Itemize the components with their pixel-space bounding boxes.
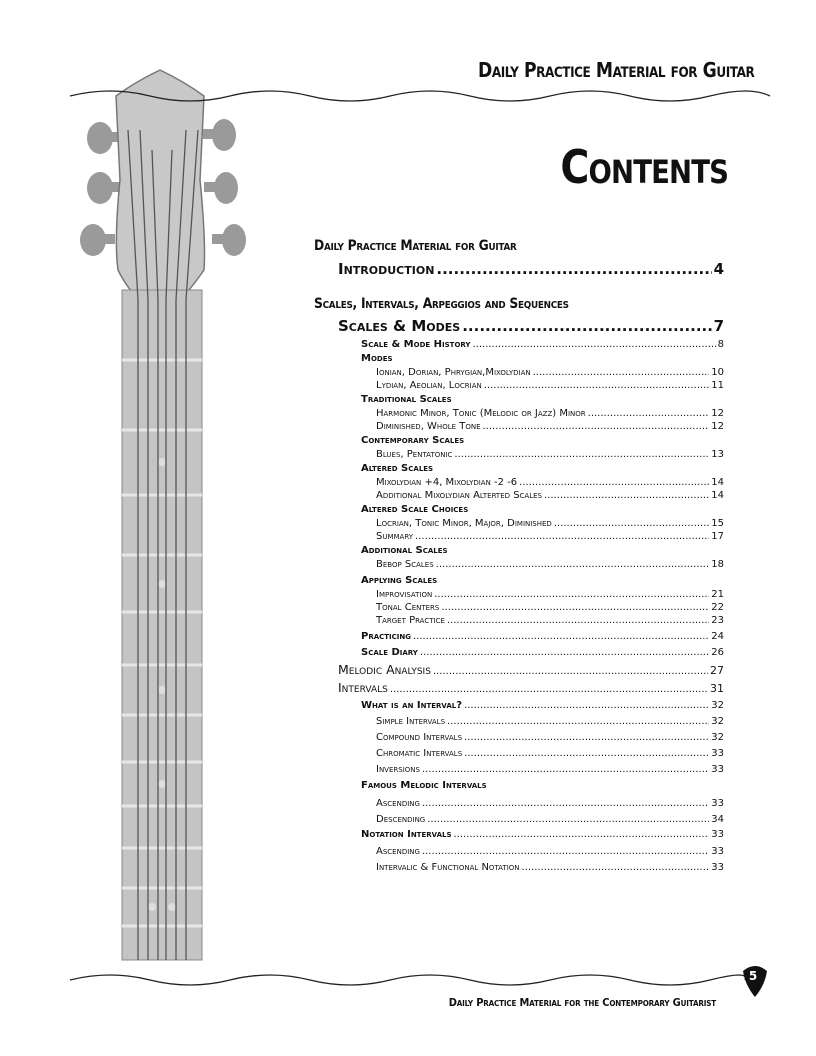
footer-title: Daily Practice Material for the Contemporary Guitarist [448, 996, 716, 1009]
toc-entry[interactable]: Mixolydian +4, Mixolydian -2 -6 ..... 14 [376, 477, 724, 488]
toc-entry-scale-diary[interactable]: Scale Diary ..... 26 [361, 647, 724, 658]
toc-entry[interactable]: Simple Intervals ..... 32 [376, 716, 724, 727]
page-number: 5 [748, 969, 758, 983]
toc-entry[interactable]: Improvisation ..... 21 [376, 589, 724, 600]
toc-entry[interactable]: Harmonic Minor, Tonic (Melodic or Jazz) Minor ..... 12 [376, 408, 724, 419]
toc-section-title: Scales, Intervals, Arpeggios and Sequences [314, 296, 569, 312]
toc-entry[interactable]: Inversions ..... 33 [376, 764, 724, 775]
toc-entry[interactable]: Summary ..... 17 [376, 531, 724, 542]
toc-entry[interactable]: Target Practice ..... 23 [376, 615, 724, 626]
toc-heading-contemporary-scales: Contemporary Scales [361, 435, 465, 446]
page-title: Contents [560, 140, 728, 194]
toc-entry[interactable]: Intervalic & Functional Notation ..... 33 [376, 862, 724, 873]
toc-entry[interactable]: Descending ..... 34 [376, 814, 724, 825]
toc-entry[interactable]: Diminished, Whole Tone ..... 12 [376, 421, 724, 432]
toc-entry-introduction[interactable]: Introduction ..... 4 [338, 260, 724, 278]
footer-wave-line [0, 966, 816, 996]
toc-entry-scales-modes[interactable]: Scales & Modes ..... 7 [338, 317, 724, 335]
toc-heading-applying-scales: Applying Scales [361, 575, 438, 586]
toc-entry[interactable]: Bebop Scales ..... 18 [376, 559, 724, 570]
toc-entry[interactable]: Compound Intervals ..... 32 [376, 732, 724, 743]
toc-entry[interactable]: Blues, Pentatonic ..... 13 [376, 449, 724, 460]
toc-entry[interactable]: Ionian, Dorian, Phrygian,Mixolydian ..... 10 [376, 367, 724, 378]
toc-entry[interactable]: Chromatic Intervals ..... 33 [376, 748, 724, 759]
table-of-contents [314, 238, 724, 873]
toc-heading-altered-scales: Altered Scales [361, 463, 434, 474]
toc-entry[interactable]: Locrian, Tonic Minor, Major, Diminished ..... 15 [376, 518, 724, 529]
toc-entry-practicing[interactable]: Practicing ..... 24 [361, 631, 724, 642]
toc-heading-famous-melodic-intervals: Famous Melodic Intervals [361, 780, 487, 791]
toc-entry-scale-mode-history[interactable]: Scale & Mode History ..... 8 [361, 339, 724, 350]
toc-entry[interactable]: Tonal Centers ..... 22 [376, 602, 724, 613]
header-wave-line [0, 80, 816, 110]
toc-heading-traditional-scales: Traditional Scales [361, 394, 452, 405]
page-number-badge [741, 963, 769, 999]
toc-entry-melodic-analysis[interactable]: Melodic Analysis ..... 27 [338, 662, 724, 677]
toc-entry-intervals[interactable]: Intervals ..... 31 [338, 680, 724, 695]
guitar-neck-illustration [0, 0, 300, 1056]
toc-heading-altered-scale-choices: Altered Scale Choices [361, 504, 469, 515]
toc-entry-notation-intervals[interactable]: Notation Intervals ..... 33 [361, 829, 724, 840]
toc-section-title: Daily Practice Material for Guitar [314, 238, 517, 254]
toc-entry[interactable]: Ascending ..... 33 [376, 846, 724, 857]
toc-entry[interactable]: Additional Mixolydian Alterted Scales ..... 14 [376, 490, 724, 501]
header-title: Daily Practice Material for Guitar [477, 58, 754, 82]
toc-entry-what-is-interval[interactable]: What is an Interval? ..... 32 [361, 700, 724, 711]
toc-heading-modes: Modes [361, 353, 393, 364]
toc-entry[interactable]: Lydian, Aeolian, Locrian ..... 11 [376, 380, 724, 391]
toc-heading-additional-scales: Additional Scales [361, 545, 448, 556]
toc-entry[interactable]: Ascending ..... 33 [376, 798, 724, 809]
